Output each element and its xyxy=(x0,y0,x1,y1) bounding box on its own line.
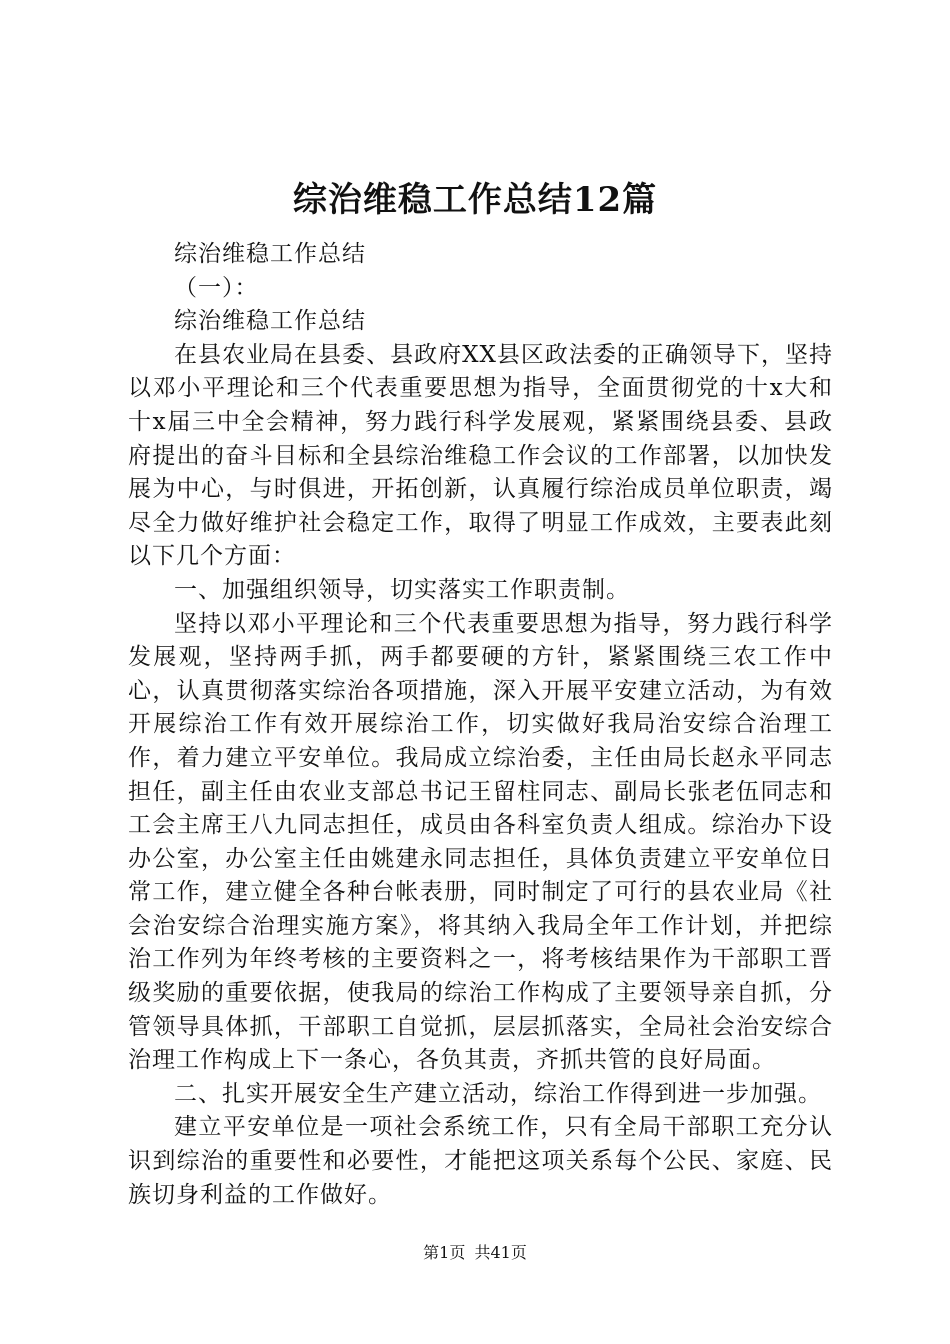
page-total: 共41页 xyxy=(474,1243,527,1262)
paragraph-section-1-body: 坚持以邓小平理论和三个代表重要思想为指导，努力践行科学发展观，坚持两手抓，两手都要硬的方针，紧紧围绕三农工作中心，认真贯彻落实综治各项措施，深入开展平安建立活动，为有效开展综治工作有效开展综治工作，切实做好我局治安综合治理工作，着力建立平安单位。我局成立综治委，主任由局长赵永平同志担任，副主任由农业支部总书记王留柱同志、副局长张老伍同志和工会主席王八九同志担任，成员由各科室负责人组成。综治办下设办公室，办公室主任由姚建永同志担任，具体负责建立平安单位日常工作，建立健全各种台帐表册，同时制定了可行的县农业局《社会治安综合治理实施方案》，将其纳入我局全年工作计划，并把综治工作列为年终考核的主要资料之一，将考核结果作为干部职工晋级奖励的重要依据，使我局的综治工作构成了主要领导亲自抓，分管领导具体抓，干部职工自觉抓，层层抓落实，全局社会治安综合治理工作构成上下一条心，各负其责，齐抓共管的良好局面。 xyxy=(128,610,833,1074)
page-number: 第1页 xyxy=(423,1243,466,1262)
page-footer xyxy=(0,1243,950,1262)
document-title: 综治维稳工作总结12篇 xyxy=(292,180,658,220)
paragraph-section-number: （一）： xyxy=(174,274,259,301)
paragraph-section-2-body: 建立平安单位是一项社会系统工作，只有全局干部职工充分认识到综治的重要性和必要性，才能把这项关系每个公民、家庭、民族切身利益的工作做好。 xyxy=(128,1114,833,1208)
document-body xyxy=(128,238,833,1212)
paragraph-intro: 在县农业局在县委、县政府XX县区政法委的正确领导下，坚持以邓小平理论和三个代表重要思想为指导，全面贯彻党的十x大和十x届三中全会精神，努力践行科学发展观，紧紧围绕县委、县政府提出的奋斗目标和全县综治维稳工作会议的工作部署，以加快发展为中心，与时俱进，开拓创新，认真履行综治成员单位职责，竭尽全力做好维护社会稳定工作，取得了明显工作成效，主要表此刻以下几个方面： xyxy=(128,341,833,570)
paragraph-subheading: 综治维稳工作总结 xyxy=(174,308,366,335)
paragraph-section-2-heading: 二、扎实开展安全生产建立活动，综治工作得到进一步加强。 xyxy=(174,1080,822,1107)
paragraph-section-1-heading: 一、加强组织领导，切实落实工作职责制。 xyxy=(174,576,630,603)
paragraph-heading: 综治维稳工作总结 xyxy=(174,241,366,267)
